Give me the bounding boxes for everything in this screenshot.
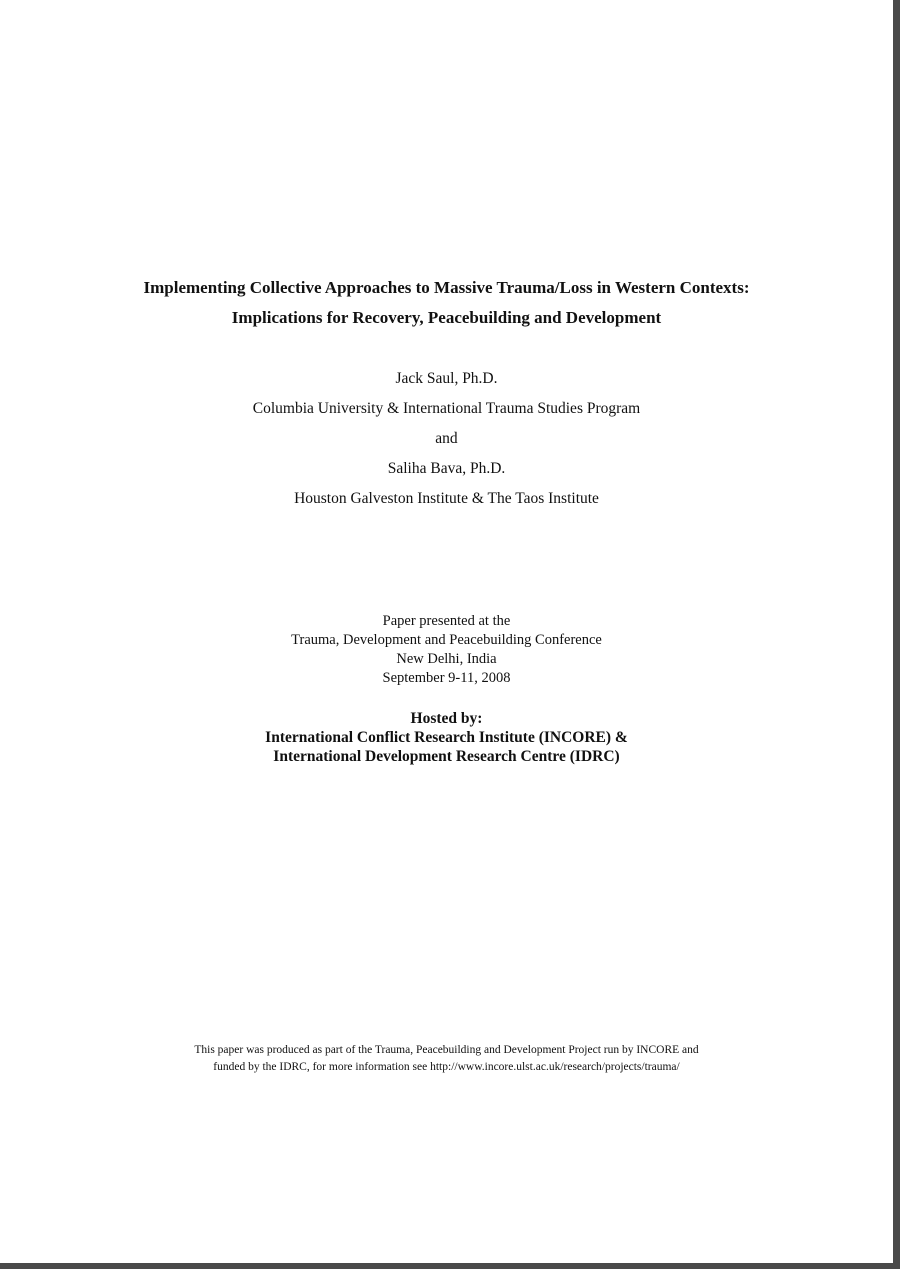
author-1-affiliation: Columbia University & International Trauma Studies Program <box>252 400 641 417</box>
hosted-block <box>0 709 893 766</box>
conference-line-3: New Delhi, India <box>396 651 497 667</box>
author-conjunction: and <box>435 430 458 447</box>
title-block <box>0 273 893 333</box>
conference-line-4: September 9-11, 2008 <box>382 670 511 686</box>
conference-line-1: Paper presented at the <box>382 613 511 629</box>
hosted-line-1: International Conflict Research Institute (INCORE) & <box>265 729 628 746</box>
conference-block <box>0 612 893 688</box>
hosted-heading: Hosted by: <box>410 710 483 727</box>
authors-block <box>0 364 893 514</box>
title-line-2: Implications for Recovery, Peacebuilding and Development <box>231 308 662 327</box>
conference-line-2: Trauma, Development and Peacebuilding Conference <box>291 632 602 648</box>
author-2-affiliation: Houston Galveston Institute & The Taos Institute <box>294 490 599 507</box>
author-1-name: Jack Saul, Ph.D. <box>395 370 498 387</box>
footer-line-1: This paper was produced as part of the Trauma, Peacebuilding and Development Project run by INCORE and <box>194 1044 699 1056</box>
footer-note <box>0 1042 893 1076</box>
title-line-1: Implementing Collective Approaches to Massive Trauma/Loss in Western Contexts: <box>143 278 750 297</box>
footer-line-2: funded by the IDRC, for more information see http://www.incore.ulst.ac.uk/research/projects/trauma/ <box>213 1061 680 1073</box>
author-2-name: Saliha Bava, Ph.D. <box>387 460 506 477</box>
hosted-line-2: International Development Research Centre (IDRC) <box>273 748 620 765</box>
